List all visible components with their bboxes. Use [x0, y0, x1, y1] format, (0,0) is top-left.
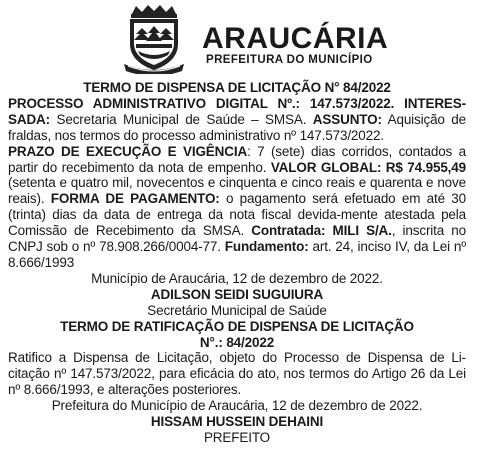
valor-label: VALOR GLOBAL: R$ 74.955,49: [270, 159, 466, 175]
ratificacao-number: N°.: 84/2022: [199, 334, 275, 350]
ratificacao-signer-name: HISSAM HUSSEIN DEHAINI: [150, 414, 324, 430]
brand-name: ARAUCÁRIA: [202, 22, 389, 55]
ratificacao-title: TERMO DE RATIFICAÇÃO DE DISPENSA DE LICITAÇÃO: [60, 318, 414, 334]
municipality-header: [0, 0, 478, 80]
dispensa-title: TERMO DE DISPENSA DE LICITAÇÃO N° 84/2022: [83, 80, 391, 95]
forma-label: FORMA DE PAGAMENTO:: [50, 191, 220, 207]
interessada-value: Secretaria Municipal de Saúde – SMSA.: [50, 111, 313, 127]
prazo-value: : 7 (sete) dias corridos, contados a partir do recebimento da nota de empenho.: [8, 143, 466, 175]
assunto-label: ASSUNTO:: [312, 111, 382, 127]
valor-value: (setenta e quatro mil, novecentos e cinquenta e cinco reais e quarenta e nove reais).: [8, 175, 466, 207]
fundamento-value: art. 24, inciso IV, da Lei nº 8.666/1993: [8, 239, 466, 270]
contratada-label: Contratada: MILI S/A.: [251, 223, 392, 239]
dispensa-signer-name: ADILSON SEIDI SUGUIURA: [150, 286, 324, 302]
prazo-label: PRAZO DE EXECUÇÃO E VIGÊNCIA: [8, 143, 248, 159]
ratificacao-place-date: Prefeitura do Município de Araucária, 12 de dezembro de 2022.: [51, 398, 423, 414]
dispensa-place-date: Município de Araucária, 12 de dezembro de 2022.: [91, 270, 383, 286]
ratificacao-signer-role: PREFEITO: [203, 429, 271, 445]
forma-value: o pagamento será efetuado em até 30 (trinta) dias da data de entrega da nota fiscal devida-mente atestada pela Comissão de Recebimento da SMSA.: [8, 191, 467, 239]
dispensa-signer-role: Secretário Municipal de Saúde: [147, 302, 327, 318]
coat-of-arms-icon: [122, 4, 186, 74]
fundamento-label: Fundamento:: [224, 239, 309, 255]
dispensa-paragraph: [8, 96, 466, 144]
brand-subtitle: PREFEITURA DO MUNICÍPIO: [206, 54, 373, 66]
processo-label: PROCESSO ADMINISTRATIVO DIGITAL Nº.: 147.573/2022. INTERES-SADA:: [8, 95, 466, 127]
dispensa-terms: [8, 144, 466, 271]
ratificacao-body: Ratifico a Dispensa de Licitação, objeto do Processo de Dispensa de Li-citação nº 147.573/2022, para eficácia do ato, nos termos do Artigo 26 da Lei nº 8.666/1993, e alterações posteriores.: [8, 350, 466, 398]
assunto-value: Aquisição de fraldas, nos termos do processo administrativo nº 147.573/2022.: [8, 111, 467, 143]
document-body: [8, 80, 466, 446]
contratada-value: , inscrita no CNPJ sob o nº 78.908.266/0004-77.: [8, 223, 466, 255]
